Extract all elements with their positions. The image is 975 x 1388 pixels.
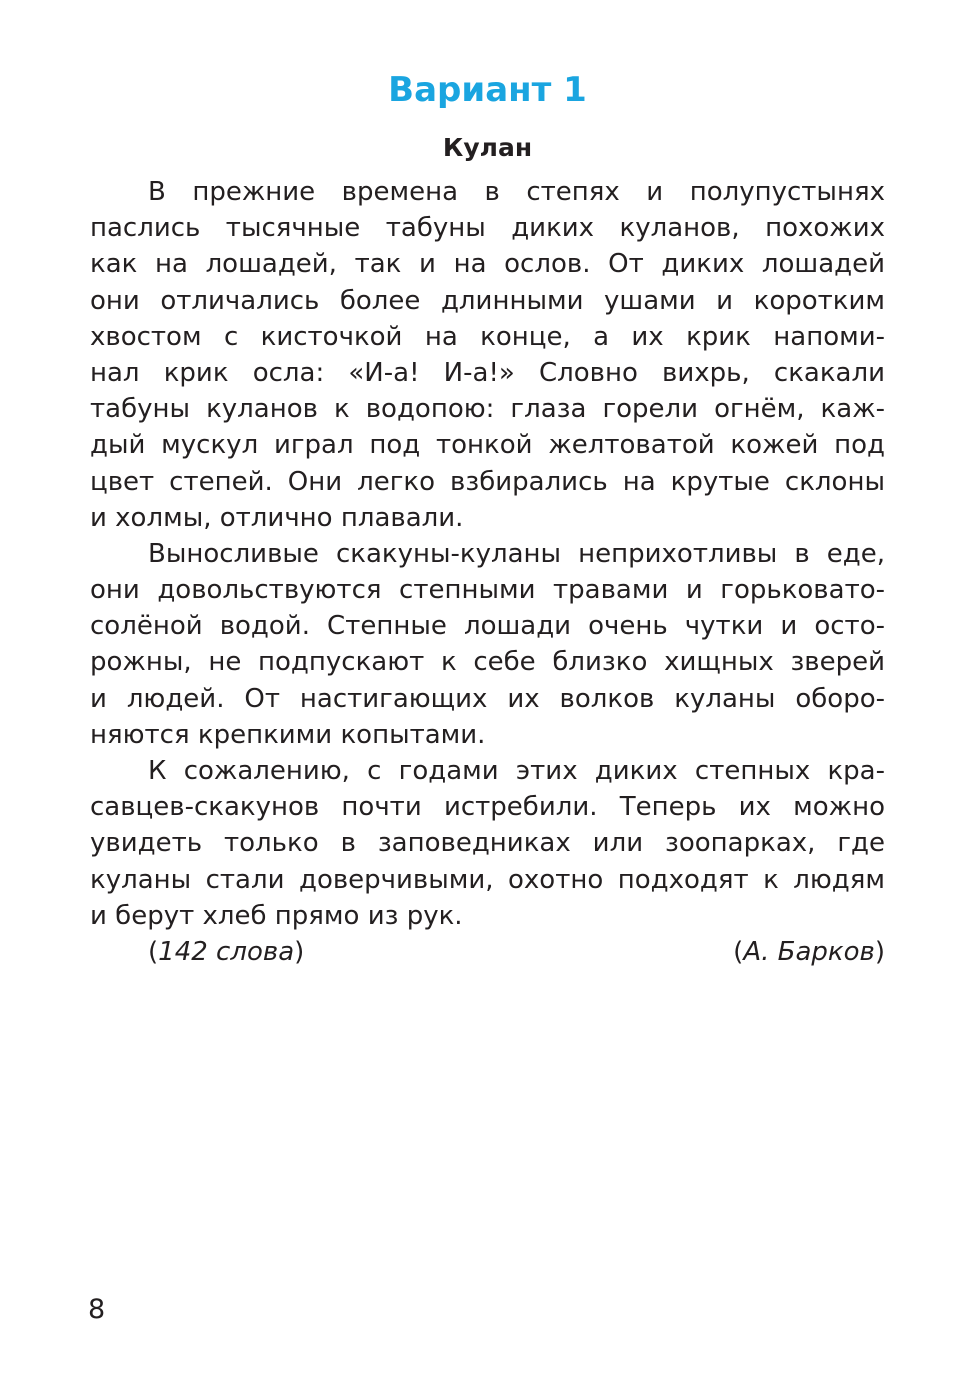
author-close: ) <box>874 937 885 967</box>
text-line: и берут хлеб прямо из рук. <box>90 900 463 931</box>
attribution-row <box>148 934 885 970</box>
variant-title: Вариант 1 <box>388 70 587 110</box>
word-count-open: ( <box>148 937 159 967</box>
text-line: куланы стали доверчивыми, охотно подходят к людям <box>90 864 885 895</box>
text-line: хвостом с кисточкой на конце, а их крик напоми- <box>90 321 885 352</box>
text-line: нал крик осла: «И-а! И-а!» Словно вихрь, скакали <box>90 357 885 388</box>
text-line: увидеть только в заповедниках или зоопарках, где <box>90 828 885 859</box>
text-line: и людей. От настигающих их волков куланы оборо- <box>90 683 885 714</box>
word-count-close: ) <box>294 937 305 967</box>
text-line: К сожалению, с годами этих диких степных кра- <box>148 756 885 786</box>
text-line: и холмы, отлично плавали. <box>90 502 464 533</box>
text-line: Выносливые скакуны-куланы неприхотливы в еде, <box>148 538 885 569</box>
word-count-text: 142 слова <box>158 937 295 967</box>
text-line: савцев-скакунов почти истребили. Теперь их можно <box>90 792 885 823</box>
text-line: табуны куланов к водопою: глаза горели огнём, каж- <box>90 394 885 425</box>
text-line: В прежние времена в степях и полупустынях <box>148 177 885 207</box>
word-count <box>148 934 304 970</box>
text-line: рожны, не подпускают к себе близко хищных зверей <box>90 647 885 678</box>
text-line: они довольствуются степными травами и горьковато- <box>90 575 885 606</box>
text-line: как на лошадей, так и на ослов. От диких лошадей <box>90 249 885 280</box>
story-title: Кулан <box>442 133 533 162</box>
text-line: солёной водой. Степные лошади очень чутки и осто- <box>90 611 885 642</box>
text-line: они отличались более длинными ушами и коротким <box>90 285 885 316</box>
text-line: паслись тысячные табуны диких куланов, похожих <box>90 213 885 244</box>
author-open: ( <box>733 937 744 967</box>
author-name: А. Барков <box>743 937 875 967</box>
story-body <box>90 174 885 934</box>
text-line: дый мускул играл под тонкой желтоватой кожей под <box>90 430 885 461</box>
page-number: 8 <box>88 1294 106 1325</box>
author <box>733 934 885 970</box>
text-line: няются крепкими копытами. <box>90 719 486 750</box>
text-line: цвет степей. Они легко взбирались на крутые склоны <box>90 466 885 497</box>
